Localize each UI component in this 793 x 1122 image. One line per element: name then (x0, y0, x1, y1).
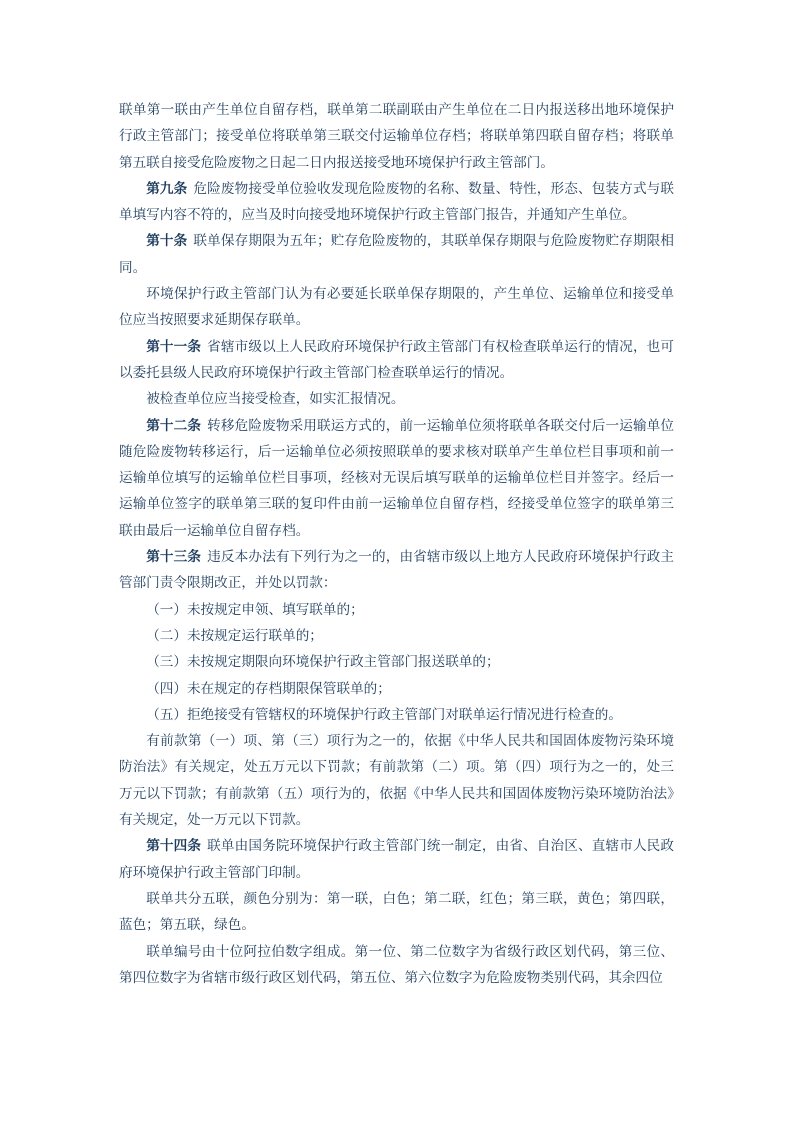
article-11 (119, 334, 674, 387)
list-item: （四）未在规定的存档期限保管联单的； (146, 680, 391, 697)
article-heading: 第十条 (146, 233, 188, 250)
article-10 (119, 228, 674, 281)
paragraph-text: 有前款第（一）项、第（三）项行为之一的，依据《中华人民共和国固体废物污染环境防治法》有关规定，处五万元以下罚款；有前款第（二）项。第（四）项行为之一的，处三万元以下罚款；有前款第（五）项行为的，依据《中华人民共和国固体废物污染环境防治法》有关规定，处一万元以下罚款。 (119, 733, 674, 829)
document-body (119, 97, 674, 991)
paragraph-text: 联单保存期限为五年；贮存危险废物的，其联单保存期限与危险废物贮存期限相同。 (119, 233, 675, 276)
paragraph (119, 728, 674, 833)
article-14 (119, 833, 674, 886)
paragraph-text: 转移危险废物采用联运方式的，前一运输单位须将联单各联交付后一运输单位随危险废物转移运行，后一运输单位必须按照联单的要求核对联单产生单位栏目事项和前一运输单位填写的运输单位栏目事项，经核对无误后填写联单的运输单位栏目并签字。经后一运输单位签字的联单第三联的复印件由前一运输单位自留存档，经接受单位签字的联单第三联由最后一运输单位自留存档。 (119, 417, 675, 539)
paragraph (119, 886, 674, 939)
article-13 (119, 544, 674, 597)
list-item: （二）未按规定运行联单的； (146, 627, 323, 644)
paragraph-text: 联单由国务院环境保护行政主管部门统一制定，由省、自治区、直辖市人民政府环境保护行政主管部门印制。 (119, 838, 675, 881)
list-item: （三）未按规定期限向环境保护行政主管部门报送联单的； (146, 654, 500, 671)
paragraph-text: 被检查单位应当接受检查，如实汇报情况。 (146, 391, 405, 408)
article-9 (119, 176, 674, 229)
paragraph-text: 联单共分五联，颜色分别为：第一联，白色；第二联，红色；第三联，黄色；第四联，蓝色；第五联，绿色。 (119, 890, 674, 934)
paragraph-continuation (119, 97, 674, 176)
paragraph-text: 省辖市级以上人民政府环境保护行政主管部门有权检查联单运行的情况，也可以委托县级人民政府环境保护行政主管部门检查联单运行的情况。 (119, 338, 675, 381)
list-item: （五）拒绝接受有管辖权的环境保护行政主管部门对联单运行情况进行检查的。 (146, 706, 622, 723)
article-heading: 第十三条 (146, 549, 202, 566)
article-heading: 第十一条 (146, 338, 202, 355)
paragraph (119, 281, 674, 334)
article-heading: 第十二条 (146, 417, 202, 434)
article-heading: 第十四条 (146, 838, 202, 855)
article-12 (119, 413, 674, 544)
paragraph (119, 939, 674, 992)
paragraph-text: 环境保护行政主管部门认为有必要延长联单保存期限的，产生单位、运输单位和接受单位应当按照要求延期保存联单。 (119, 286, 674, 329)
paragraph (119, 386, 674, 412)
paragraph-text: 违反本办法有下列行为之一的，由省辖市级以上地方人民政府环境保护行政主管部门责令限期改正，并处以罚款： (119, 549, 675, 592)
paragraph-text: 联单编号由十位阿拉伯数字组成。第一位、第二位数字为省级行政区划代码，第三位、第四位数字为省辖市级行政区划代码，第五位、第六位数字为危险废物类别代码，其余四位 (119, 943, 674, 986)
paragraph-text: 联单第一联由产生单位自留存档，联单第二联副联由产生单位在二日内报送移出地环境保护行政主管部门；接受单位将联单第三联交付运输单位存档；将联单第四联自留存档；将联单第五联自接受危险废物之日起二日内报送接受地环境保护行政主管部门。 (119, 102, 674, 171)
paragraph-text: 危险废物接受单位验收发现危险废物的名称、数量、特性，形态、包装方式与联单填写内容不符的，应当及时向接受地环境保护行政主管部门报告，并通知产生单位。 (119, 180, 675, 224)
list-item: （一）未按规定申领、填写联单的； (146, 601, 364, 618)
article-heading: 第九条 (146, 180, 188, 197)
